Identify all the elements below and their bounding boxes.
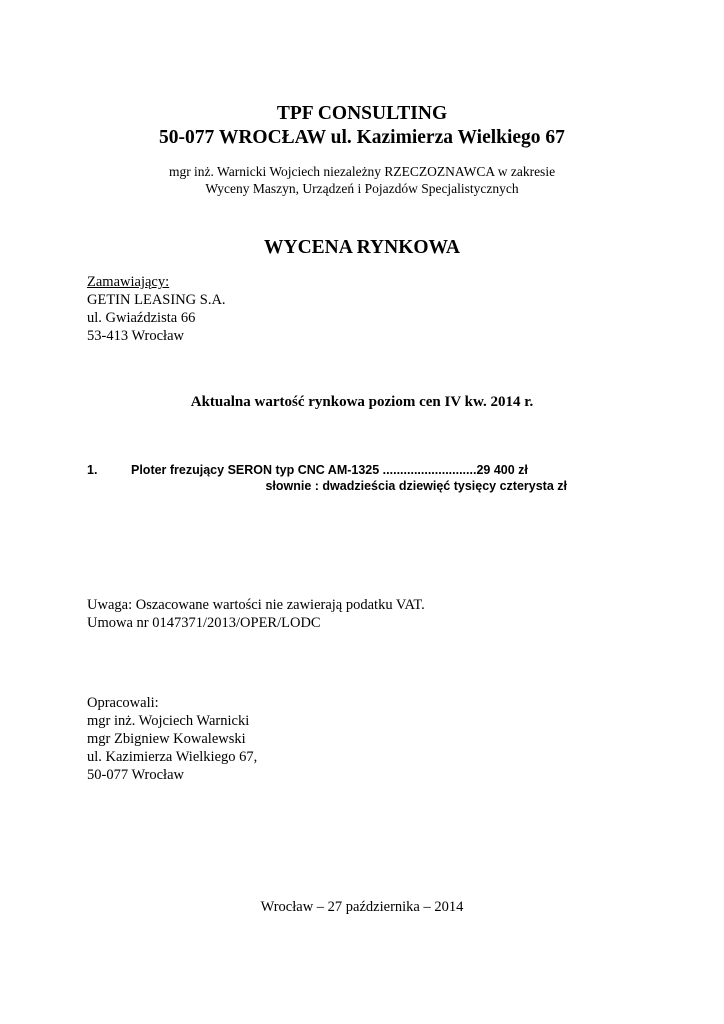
client-name: GETIN LEASING S.A.	[87, 292, 226, 308]
item-description: Ploter frezujący SERON typ CNC AM-1325 ...........................29 400 zł	[131, 463, 528, 477]
valuation-heading: Aktualna wartość rynkowa poziom cen IV kw. 2014 r.	[190, 394, 534, 410]
prepared-by-label: Opracowali:	[87, 695, 159, 711]
expert-line-1: mgr inż. Warnicki Wojciech niezależny RZECZOZNAWCA w zakresie	[168, 164, 556, 179]
vat-note: Uwaga: Oszacowane wartości nie zawierają podatku VAT.	[87, 597, 425, 613]
client-label: Zamawiający:	[87, 274, 170, 290]
document-title: WYCENA RYNKOWA	[264, 237, 460, 258]
expert-line-2: Wyceny Maszyn, Urządzeń i Pojazdów Specjalistycznych	[205, 181, 519, 196]
preparer-2: mgr Zbigniew Kowalewski	[87, 731, 246, 747]
preparer-street: ul. Kazimierza Wielkiego 67,	[87, 749, 258, 765]
client-street: ul. Gwiaździsta 66	[87, 310, 196, 326]
contract-number: Umowa nr 0147371/2013/OPER/LODC	[87, 615, 321, 631]
preparer-1: mgr inż. Wojciech Warnicki	[87, 713, 250, 729]
notes-block	[87, 596, 425, 632]
item-amount-in-words: słownie : dwadzieścia dziewięć tysięcy czterysta zł	[265, 479, 567, 493]
prepared-by-block	[87, 694, 257, 784]
company-address: 50-077 WROCŁAW ul. Kazimierza Wielkiego 67	[159, 127, 565, 148]
item-number: 1.	[87, 463, 98, 477]
company-name: TPF CONSULTING	[276, 103, 448, 124]
preparer-city: 50-077 Wrocław	[87, 767, 184, 783]
place-and-date: Wrocław – 27 października – 2014	[260, 899, 464, 915]
client-block	[87, 273, 226, 345]
client-city: 53-413 Wrocław	[87, 328, 184, 344]
